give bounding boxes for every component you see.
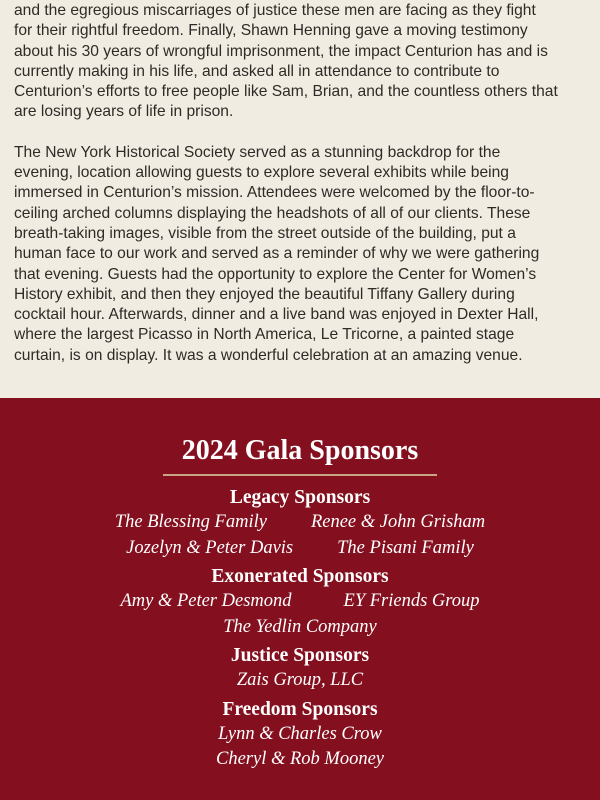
- text-line: The New York Historical Society served as a stunning backdrop for the: [14, 143, 501, 161]
- sponsors-title: 2024 Gala Sponsors: [181, 435, 419, 466]
- legacy-sponsors-heading: Legacy Sponsors: [229, 487, 371, 508]
- sponsor-name: The Yedlin Company: [223, 616, 377, 637]
- sponsor-name: Amy & Peter Desmond: [120, 591, 292, 611]
- sponsor-row: [0, 536, 600, 562]
- text-line: human face to our work and served as a reminder of why we were gathering: [14, 245, 540, 263]
- text-line: about his 30 years of wrongful imprisonment, the impact Centurion has and is: [14, 42, 548, 60]
- sponsor-name: Zais Group, LLC: [236, 670, 364, 690]
- justice-sponsors-heading: Justice Sponsors: [230, 645, 370, 666]
- text-line: breath-taking images, visible from the street outside of the building, put a: [14, 224, 516, 242]
- text-line: that evening. Guests had the opportunity to explore the Center for Women’s: [14, 265, 537, 283]
- justice-sponsors-list: [0, 668, 600, 694]
- freedom-sponsors-heading: Freedom Sponsors: [222, 698, 378, 720]
- article-paragraph-1: [14, 1, 586, 123]
- text-line: curtain, is on display. It was a wonderful celebration at an amazing venue.: [14, 346, 523, 364]
- article-paragraph-2: [14, 143, 586, 366]
- text-line: where the largest Picasso in North America, Le Tricorne, a painted stage: [14, 326, 515, 344]
- sponsor-row: [0, 589, 600, 615]
- text-line: evening, location allowing guests to explore several exhibits while being: [14, 164, 509, 182]
- text-line: ceiling arched columns displaying the headshots of all of our clients. These: [14, 204, 531, 222]
- text-line: and the egregious miscarriages of justice these men are facing as they fight: [14, 2, 536, 19]
- sponsor-name: The Pisani Family: [337, 537, 474, 558]
- text-line: currently making in his life, and asked all in attendance to contribute to: [14, 62, 500, 80]
- legacy-sponsors-list: [0, 510, 600, 561]
- sponsor-name: Jozelyn & Peter Davis: [126, 537, 294, 558]
- freedom-sponsors-list: [0, 722, 600, 773]
- sponsors-section: [0, 398, 600, 800]
- exonerated-sponsors-heading: Exonerated Sponsors: [211, 566, 389, 587]
- title-divider: [163, 474, 437, 476]
- article-section: [0, 0, 600, 398]
- text-line: are losing years of life in prison.: [14, 103, 234, 121]
- exonerated-sponsors-list: [0, 589, 600, 640]
- text-line: immersed in Centurion’s mission. Attendees were welcomed by the floor-to-: [14, 184, 535, 202]
- text-line: Centurion’s efforts to free people like Sam, Brian, and the countless others that: [14, 83, 558, 101]
- sponsor-name: Renee & John Grisham: [310, 512, 486, 532]
- text-line: History exhibit, and then they enjoyed the beautiful Tiffany Gallery during: [14, 285, 515, 303]
- text-line: for their rightful freedom. Finally, Shawn Henning gave a moving testimony: [14, 22, 528, 40]
- text-line: cocktail hour. Afterwards, dinner and a live band was enjoyed in Dexter Hall,: [14, 306, 539, 324]
- sponsor-name: Lynn & Charles Crow: [218, 723, 382, 744]
- sponsor-row: [0, 510, 600, 536]
- sponsor-name: Cheryl & Rob Mooney: [216, 749, 384, 769]
- sponsor-name: EY Friends Group: [343, 591, 480, 611]
- sponsor-name: The Blessing Family: [114, 512, 267, 532]
